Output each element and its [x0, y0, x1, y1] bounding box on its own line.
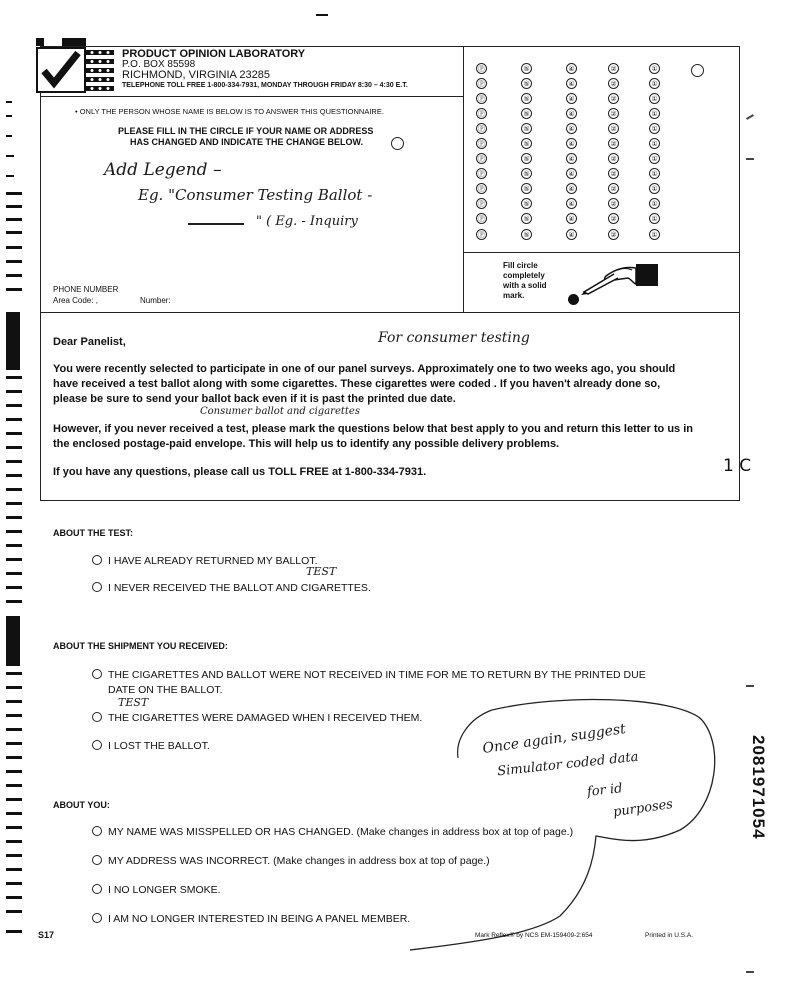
phone-number-label: PHONE NUMBER — [53, 285, 119, 294]
fill-line-2: completely — [503, 271, 545, 280]
radio-icon[interactable] — [92, 855, 102, 865]
logo — [36, 47, 116, 94]
answer-bubble[interactable]: Ⓟ — [478, 215, 485, 224]
radio-icon[interactable] — [92, 884, 102, 894]
answer-bubble[interactable]: ② — [608, 108, 619, 119]
city: RICHMOND, VIRGINIA 23285 — [122, 69, 270, 81]
top-left-block-1 — [36, 38, 44, 46]
answer-bubble[interactable]: ④ — [566, 123, 577, 134]
handwriting-dash — [188, 223, 244, 225]
radio-icon[interactable] — [92, 712, 102, 722]
answer-bubble[interactable]: ⑤ — [521, 183, 532, 194]
answer-bubble[interactable]: Ⓟ — [478, 110, 485, 119]
org-name: PRODUCT OPINION LABORATORY — [122, 48, 306, 60]
answer-bubble[interactable]: ① — [649, 108, 660, 119]
handwriting-line-2: Eg. "Consumer Testing Ballot - — [138, 186, 373, 204]
option-label: I AM NO LONGER INTERESTED IN BEING A PANEL MEMBER. — [108, 913, 411, 925]
answer-bubble[interactable]: ② — [608, 198, 619, 209]
answer-bubble[interactable]: ④ — [566, 183, 577, 194]
answer-bubble[interactable]: ② — [608, 78, 619, 89]
radio-icon[interactable] — [92, 913, 102, 923]
option-label: MY NAME WAS MISSPELLED OR HAS CHANGED. (Make changes in address box at top of page.) — [108, 826, 574, 838]
annotation-test-1: TEST — [306, 565, 337, 578]
answer-bubble[interactable]: ① — [649, 198, 660, 209]
annotation-consumer-ballot: Consumer ballot and cigarettes — [200, 406, 360, 417]
letter-paragraph-2: However, if you never received a test, please mark the questions below that best apply to you and return this letter to us in the enclosed postage-paid envelope. This will help us to identify any possible delivery problems. — [53, 423, 693, 450]
answer-bubble[interactable]: ④ — [566, 229, 577, 240]
fill-instruction-2: HAS CHANGED AND INDICATE THE CHANGE BELOW. — [130, 137, 364, 147]
answer-bubble[interactable]: Ⓟ — [478, 170, 485, 179]
option-label: I LOST THE BALLOT. — [108, 740, 210, 752]
answer-bubble[interactable]: ② — [608, 63, 619, 74]
letter-paragraph-1: You were recently selected to participate in one of our panel surveys. Approximately one to two weeks ago, you should have received a test ballot along with some cigarettes. These cigarettes were coded . If you haven't already done so, please be sure to send your ballot back even if it is past the printed due date. — [53, 363, 676, 405]
answer-bubble[interactable]: ② — [608, 229, 619, 240]
top-mark — [316, 14, 328, 16]
change-circle[interactable] — [391, 137, 404, 150]
bubble-column-1[interactable] — [649, 63, 663, 244]
fill-line-1: Fill circle — [503, 261, 538, 270]
answer-bubble[interactable]: ⑤ — [521, 123, 532, 134]
answer-bubble[interactable]: ④ — [566, 153, 577, 164]
answer-bubble[interactable]: ① — [649, 123, 660, 134]
answer-bubble[interactable]: ④ — [566, 138, 577, 149]
answer-bubble[interactable]: ① — [649, 229, 660, 240]
answer-bubble[interactable]: ④ — [566, 213, 577, 224]
answer-bubble[interactable]: Ⓟ — [478, 65, 485, 73]
answer-bubble[interactable]: ① — [649, 93, 660, 104]
option-label: MY ADDRESS WAS INCORRECT. (Make changes in address box at top of page.) — [108, 855, 490, 867]
answer-bubble[interactable]: Ⓟ — [478, 200, 485, 209]
annotation-consumer-testing: For consumer testing — [378, 330, 530, 346]
bubble-column-2[interactable] — [608, 63, 622, 244]
answer-bubble[interactable]: ① — [649, 183, 660, 194]
salutation: Dear Panelist, — [53, 336, 126, 348]
answer-bubble[interactable]: Ⓟ — [478, 185, 485, 194]
letter-paragraph-3: If you have any questions, please call us TOLL FREE at 1-800-334-7931. — [53, 466, 427, 478]
answer-bubble[interactable]: ⑤ — [521, 93, 532, 104]
radio-icon[interactable] — [92, 669, 102, 679]
answer-bubble[interactable]: ② — [608, 183, 619, 194]
side-ic-mark: 1 C — [723, 456, 752, 476]
handwriting-line-3: " ( Eg. - Inquiry — [256, 214, 358, 229]
answer-bubble[interactable]: ① — [649, 138, 660, 149]
bubble-divider — [463, 46, 464, 312]
answer-bubble[interactable]: ④ — [566, 78, 577, 89]
section-shipment-heading: ABOUT THE SHIPMENT YOU RECEIVED: — [53, 641, 228, 651]
header-underline — [40, 96, 463, 97]
margin-note-line-4: purposes — [612, 796, 674, 821]
margin-note-line-1: Once again, suggest — [481, 721, 627, 757]
you-option-3[interactable] — [92, 884, 221, 896]
number-label: Number: — [140, 296, 171, 305]
answer-bubble[interactable]: ① — [649, 78, 660, 89]
only-person-note: • ONLY THE PERSON WHOSE NAME IS BELOW IS TO ANSWER THIS QUESTIONNAIRE. — [75, 107, 384, 116]
bubble-column-4[interactable] — [566, 63, 580, 244]
answer-bubble[interactable]: ⑤ — [521, 108, 532, 119]
answer-bubble[interactable]: ④ — [566, 63, 577, 74]
answer-bubble[interactable]: ⑤ — [521, 138, 532, 149]
margin-note-loop — [380, 688, 725, 958]
answer-bubble[interactable]: ⑤ — [521, 63, 532, 74]
po-box: P.O. BOX 85598 — [122, 59, 196, 70]
phone-line: TELEPHONE TOLL FREE 1-800-334-7931, MONDAY THROUGH FRIDAY 8:30 – 4:30 E.T. — [122, 82, 408, 89]
option-label: I NEVER RECEIVED THE BALLOT AND CIGARETTES. — [108, 582, 371, 594]
section-you-heading: ABOUT YOU: — [53, 800, 110, 810]
answer-bubble[interactable]: Ⓟ — [478, 80, 485, 89]
answer-bubble[interactable]: Ⓟ — [478, 155, 485, 164]
fill-line-3: with a solid — [503, 281, 547, 290]
answer-bubble[interactable]: ④ — [566, 198, 577, 209]
section-test-heading: ABOUT THE TEST: — [53, 528, 133, 538]
answer-bubble[interactable]: Ⓟ — [478, 230, 485, 239]
answer-bubble[interactable]: ② — [608, 168, 619, 179]
answer-bubble[interactable]: ① — [649, 153, 660, 164]
answer-bubble[interactable]: ⑤ — [521, 213, 532, 224]
shipment-option-2[interactable] — [92, 712, 422, 724]
corner-circle — [691, 64, 704, 77]
handwriting-line-1: Add Legend – — [104, 160, 222, 180]
answer-bubble[interactable]: ② — [608, 213, 619, 224]
bubble-column-p[interactable] — [476, 63, 490, 244]
answer-bubble[interactable]: ④ — [566, 108, 577, 119]
fill-instruction-1: PLEASE FILL IN THE CIRCLE IF YOUR NAME OR ADDRESS — [118, 126, 374, 136]
answer-bubble[interactable]: ① — [649, 213, 660, 224]
answer-bubble[interactable]: ⑤ — [521, 153, 532, 164]
answer-bubble[interactable]: ⑤ — [521, 168, 532, 179]
option-label: THE CIGARETTES AND BALLOT WERE NOT RECEIVED IN TIME FOR ME TO RETURN BY THE PRINTED DUE — [108, 669, 646, 681]
right-edge-mark-3 — [746, 685, 754, 687]
answer-bubble[interactable]: ⑤ — [521, 78, 532, 89]
answer-bubble[interactable]: ④ — [566, 168, 577, 179]
option-label: THE CIGARETTES WERE DAMAGED WHEN I RECEIVED THEM. — [108, 712, 423, 724]
answer-bubble[interactable]: ⑤ — [521, 198, 532, 209]
bubble-bottom-line — [463, 252, 740, 253]
shipment-option-1-line-2: DATE ON THE BALLOT. — [108, 684, 223, 696]
answer-bubble[interactable]: ④ — [566, 93, 577, 104]
answer-bubble[interactable]: ① — [649, 168, 660, 179]
answer-bubble[interactable]: Ⓟ — [478, 125, 485, 134]
fill-circle-instructions — [503, 261, 547, 301]
printed-in-usa: Printed in U.S.A. — [645, 932, 694, 939]
right-edge-mark-1 — [746, 114, 754, 120]
option-label: I HAVE ALREADY RETURNED MY BALLOT. — [108, 555, 318, 567]
shipment-option-1[interactable] — [92, 669, 646, 681]
test-option-2[interactable] — [92, 582, 371, 594]
right-edge-mark-2 — [746, 158, 754, 160]
letter-top-line — [40, 312, 740, 313]
footer-code: S17 — [38, 930, 55, 940]
bubble-column-5[interactable] — [521, 63, 535, 244]
you-option-4[interactable] — [92, 913, 410, 925]
answer-bubble[interactable]: Ⓟ — [478, 95, 485, 104]
margin-note-line-3: for id — [586, 781, 624, 800]
radio-icon[interactable] — [92, 740, 102, 750]
option-label: I NO LONGER SMOKE. — [108, 884, 221, 896]
answer-bubble[interactable]: ② — [608, 93, 619, 104]
answer-bubble[interactable]: ② — [608, 138, 619, 149]
margin-note-line-2: Simulator coded data — [496, 749, 640, 780]
shipment-option-3[interactable] — [92, 740, 210, 752]
area-code-label: Area Code: , — [53, 296, 98, 305]
answer-bubble[interactable]: ② — [608, 153, 619, 164]
answer-bubble[interactable]: Ⓟ — [478, 140, 485, 149]
mark-reflex-credit: Mark Reflex® by NCS EM-159409-2:654 — [475, 932, 593, 939]
radio-icon[interactable] — [92, 826, 102, 836]
radio-icon[interactable] — [92, 582, 102, 592]
test-option-1[interactable] — [92, 555, 317, 567]
annotation-test-2: TEST — [118, 696, 149, 709]
top-left-block-2 — [62, 38, 86, 46]
answer-bubble[interactable]: ① — [649, 63, 660, 74]
right-edge-mark-4 — [746, 971, 754, 973]
answer-bubble[interactable]: ② — [608, 123, 619, 134]
answer-bubble[interactable]: ⑤ — [521, 229, 532, 240]
fill-line-4: mark. — [503, 291, 525, 300]
hand-pencil-icon — [578, 256, 660, 301]
document-number: 2081971054 — [749, 735, 768, 840]
radio-icon[interactable] — [92, 555, 102, 565]
